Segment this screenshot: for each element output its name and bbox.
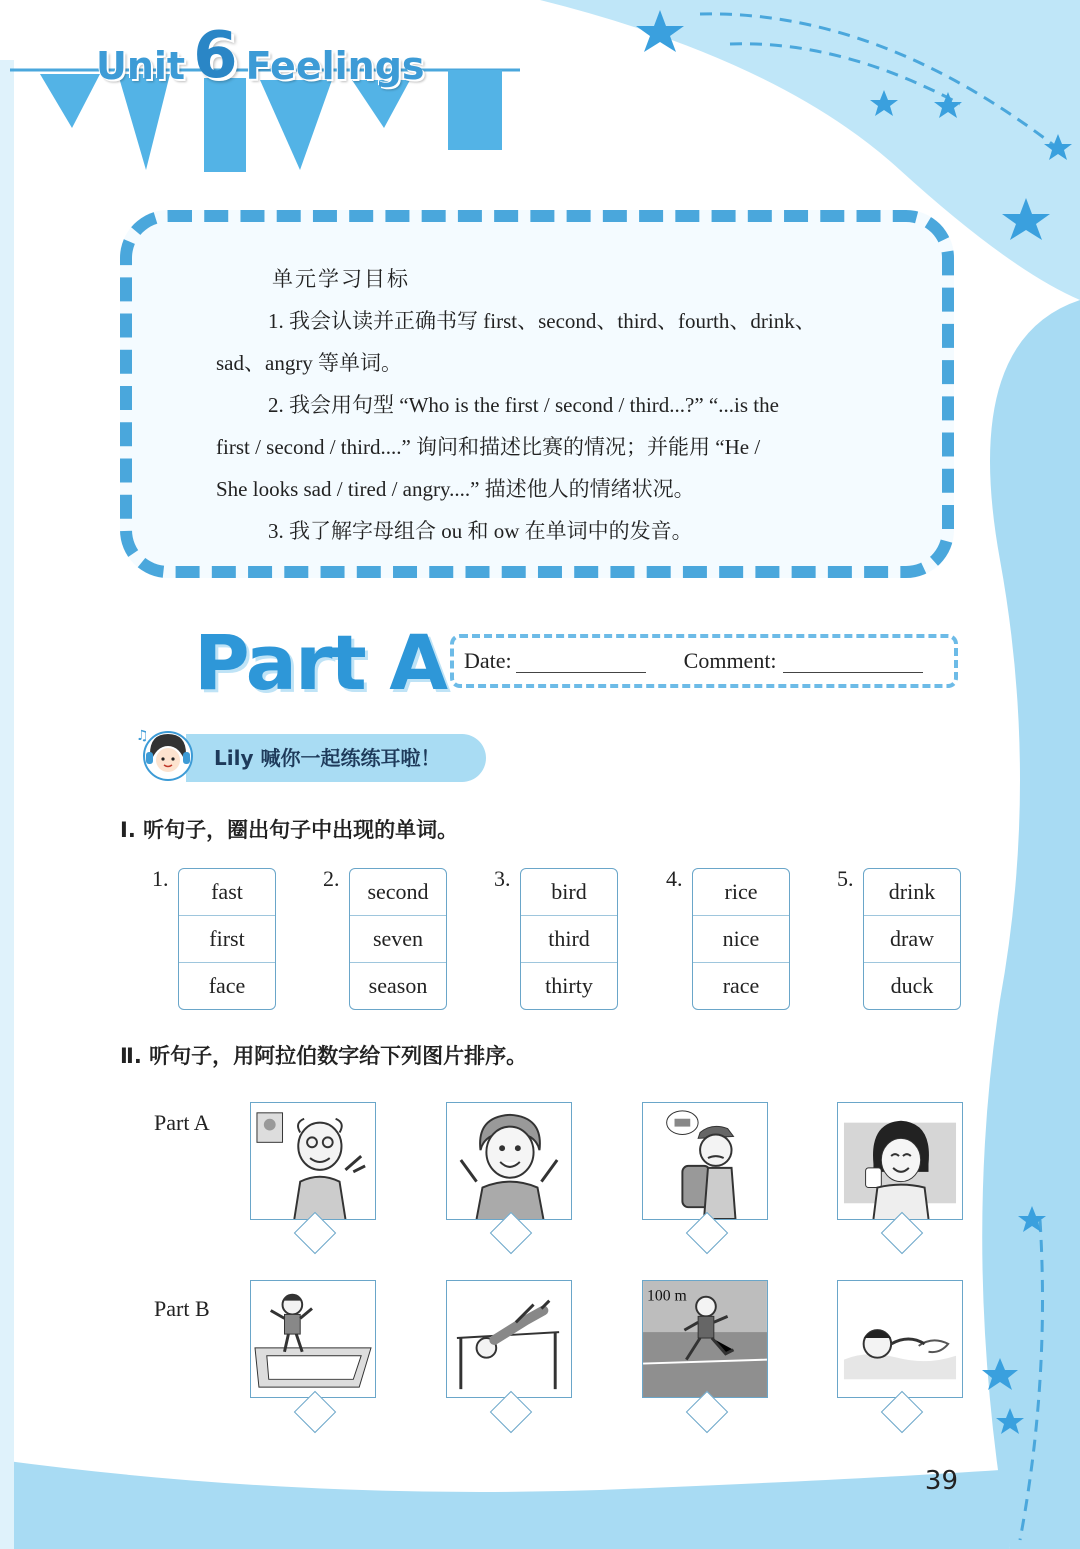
word-option[interactable]: second xyxy=(350,869,446,916)
unit-number: 6 xyxy=(193,19,238,93)
unit-title xyxy=(96,19,425,93)
word-option[interactable]: first xyxy=(179,916,275,963)
goal-2-line-b: first / second / third....” 询问和描述比赛的情况；并能用 “He / xyxy=(216,435,761,459)
word-option[interactable]: seven xyxy=(350,916,446,963)
word-option[interactable]: rice xyxy=(693,869,789,916)
section-2-title: Ⅱ. 听句子，用阿拉伯数字给下列图片排序。 xyxy=(120,1044,528,1068)
word-option[interactable]: race xyxy=(722,973,760,998)
girl-headphones-icon xyxy=(134,724,198,788)
word-options xyxy=(863,868,961,1010)
unit-topic: Feelings xyxy=(245,44,425,88)
word-option[interactable]: duck xyxy=(890,973,934,998)
date-field[interactable] xyxy=(516,650,646,673)
word-option[interactable]: draw xyxy=(864,916,960,963)
word-option[interactable]: thirty xyxy=(545,973,593,998)
goal-1-line-b: sad、angry 等单词。 xyxy=(216,351,403,375)
goal-2-line-c: She looks sad / tired / angry....” 描述他人的情绪状况。 xyxy=(216,477,695,501)
unit-word: Unit xyxy=(96,44,186,88)
word-option[interactable]: drink xyxy=(864,869,960,916)
happy-woman-picture xyxy=(446,1102,572,1220)
comment-field[interactable] xyxy=(783,650,923,673)
goal-1-line-a: 1. 我会认读并正确书写 first、second、third、fourth、drink、 xyxy=(268,309,816,333)
row-b-label: Part B xyxy=(154,1296,210,1321)
word-options xyxy=(692,868,790,1010)
comment-label: Comment: xyxy=(683,648,777,673)
smiling-girl-drinking-picture xyxy=(837,1102,963,1220)
word-option[interactable]: nice xyxy=(693,916,789,963)
race-distance-label: 100 m xyxy=(647,1287,687,1305)
word-option[interactable]: bird xyxy=(521,869,617,916)
group-number: 2. xyxy=(323,866,340,891)
svg-text:♫: ♫ xyxy=(136,728,149,744)
group-number: 5. xyxy=(837,866,854,891)
word-options xyxy=(178,868,276,1010)
group-number: 1. xyxy=(152,866,169,891)
long-jump-girl-picture xyxy=(250,1280,376,1398)
word-option[interactable]: face xyxy=(208,973,246,998)
date-comment-box xyxy=(450,634,958,688)
row-a-label: Part A xyxy=(154,1110,210,1135)
word-options xyxy=(520,868,618,1010)
goal-3: 3. 我了解字母组合 ou 和 ow 在单词中的发音。 xyxy=(268,519,693,543)
swimming-child-picture xyxy=(837,1280,963,1398)
date-label: Date: xyxy=(464,648,512,673)
tired-hiker-picture xyxy=(642,1102,768,1220)
learning-goals xyxy=(216,258,916,552)
part-a-title: Part A xyxy=(194,618,447,707)
page-number: 39 xyxy=(924,1466,958,1496)
group-number: 3. xyxy=(494,866,511,891)
group-number: 4. xyxy=(666,866,683,891)
word-options xyxy=(349,868,447,1010)
goal-2-line-a: 2. 我会用句型 “Who is the first / second / third...?” “...is the xyxy=(268,393,779,417)
section-1-title: Ⅰ. 听句子，圈出句子中出现的单词。 xyxy=(120,818,459,842)
old-man-with-photo-picture xyxy=(250,1102,376,1220)
sprinting-boy-picture xyxy=(642,1280,768,1398)
word-option[interactable]: third xyxy=(521,916,617,963)
high-jump-boy-picture xyxy=(446,1280,572,1398)
lily-banner: Lily 喊你一起练练耳啦！ xyxy=(186,734,486,782)
word-option[interactable]: fast xyxy=(179,869,275,916)
goals-heading: 单元学习目标 xyxy=(272,267,410,291)
word-option[interactable]: season xyxy=(368,973,428,998)
